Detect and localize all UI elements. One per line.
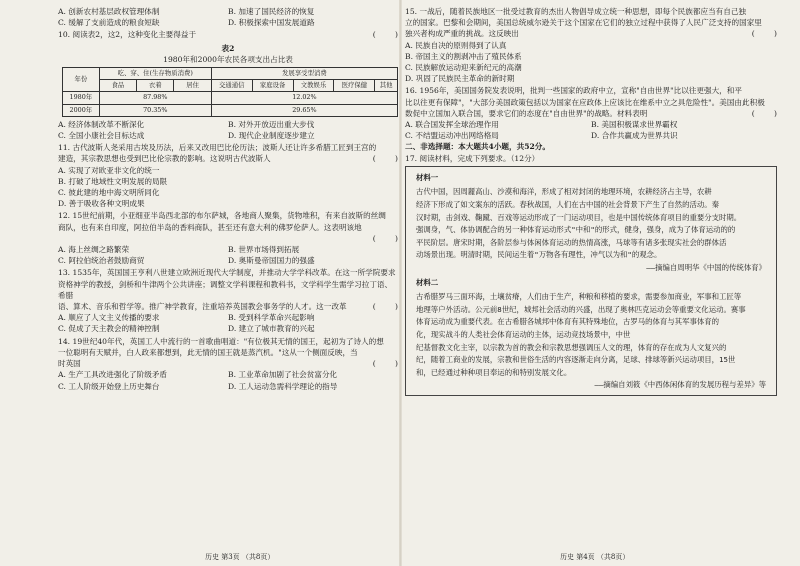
section-heading: 二、非选择题：本大题共4小题，共52分。 bbox=[405, 142, 550, 152]
material-2-label: 材料二 bbox=[416, 277, 439, 287]
question-11 bbox=[58, 142, 398, 164]
option: C. 不结盟运动冲出网络格局 bbox=[405, 131, 499, 141]
col-header: 衣着 bbox=[137, 80, 174, 92]
option: D. 现代企业制度逐步建立 bbox=[228, 131, 315, 141]
table-row bbox=[63, 92, 398, 104]
year-header: 年份 bbox=[63, 68, 100, 92]
stem-line: 11. 古代波斯人尧采用古埃及历法，后来又改用巴比伦历法；波斯人还让许多希腊工匠到王宫的 bbox=[58, 143, 377, 153]
option: B. 对外开放迈出重大步伐 bbox=[228, 119, 315, 129]
row-survival: 70.35% bbox=[99, 104, 211, 116]
stem-line: 独兴者构成严重的挑战。这反映出 bbox=[405, 29, 519, 39]
stem-line: 商队，也有来自印度，阿拉伯半岛的香料商队，甚至还有意大利的佛罗伦萨人。这表明该地 bbox=[58, 222, 362, 232]
col-header: 医疗保健 bbox=[334, 80, 375, 92]
page-fold bbox=[399, 0, 402, 566]
stem-line: 一位聪明有天赋并，白人政来都想到，此无情的国王就是蒸汽机。"这从一个侧面反映，当 bbox=[58, 347, 358, 357]
material-line: 强调身，气、体协调配合的另一种体育运动形式"中和"的形式，健身，强身，成为了体育运动的的 bbox=[416, 225, 736, 235]
stem-line: 语、算术、音乐和哲学等。推广神学教育，注重培养英国教会事务学的人才。这一改革 bbox=[58, 302, 347, 312]
answer-bracket: ( ) bbox=[751, 108, 777, 118]
q14-options-row-1 bbox=[58, 369, 398, 380]
option: D. 奥斯曼帝国国力的强盛 bbox=[228, 256, 315, 266]
option: D. 建立了城市教育的兴起 bbox=[228, 324, 315, 334]
question-12 bbox=[58, 210, 398, 244]
prev-options-row-2 bbox=[58, 17, 398, 28]
left-page bbox=[58, 6, 398, 392]
option: A. 创新农村基层政权管理体制 bbox=[58, 7, 160, 16]
material-line: 动场景出现。明清时期，民间运生着"万物各有理性，冲气以为和"的观念。 bbox=[416, 250, 662, 260]
option: A. 民族自决的原则得到了认真 bbox=[405, 40, 507, 50]
option: B. 美国积极谋求世界霸权 bbox=[591, 120, 678, 130]
material-line: 经济下形成了如文案东的活跃。春秋战国，人们在古中国的社会背景下产生了自然的活动。秦 bbox=[416, 200, 720, 210]
development-header: 发展享受型消费 bbox=[211, 68, 397, 80]
q13-options-row-1 bbox=[58, 312, 398, 323]
q12-options-row-2 bbox=[58, 255, 398, 266]
option: B. 加速了国民经济的恢复 bbox=[228, 7, 315, 16]
answer-bracket: ( ) bbox=[372, 154, 398, 164]
col-header: 食品 bbox=[99, 80, 136, 92]
option: B. 世界市场得到拓展 bbox=[228, 245, 300, 255]
option: A. 联合国发挥全球治理作用 bbox=[405, 120, 499, 130]
materials-box bbox=[405, 166, 777, 396]
answer-bracket: ( ) bbox=[372, 233, 398, 243]
answer-bracket: ( ) bbox=[372, 302, 398, 312]
option: B. 工业革命加剧了社会贫富分化 bbox=[228, 370, 338, 380]
option: D. 巩固了民族民主革命的新时期 bbox=[405, 74, 515, 84]
stem-line: 16. 1956年，美国国务院发表说明，批判一些国家的政府中立，宣称"自由世界"比以往更强大，和平 bbox=[405, 86, 742, 96]
answer-bracket: ( ) bbox=[372, 30, 398, 40]
option: A. 经济体制改革不断深化 bbox=[58, 119, 145, 129]
material-1-source: ——摘编自周明华《中国的传统体育》 bbox=[646, 263, 766, 272]
question-16 bbox=[405, 85, 777, 119]
stem-line: 12. 15世纪前期，小亚细亚半岛西北部的布尔萨城，各地商人聚集，货物堆积，有来自波斯的丝绸 bbox=[58, 211, 386, 221]
option: A. 顺应了人文主义传播的要求 bbox=[58, 313, 160, 323]
q10-options-row-1 bbox=[58, 119, 398, 130]
option: C. 促成了天主教会的精神控制 bbox=[58, 324, 160, 334]
right-page bbox=[405, 6, 777, 396]
option: A. 实现了对欧亚非文化的统一 bbox=[58, 165, 160, 175]
row-development: 12.02% bbox=[211, 92, 397, 104]
stem-line: 13. 1535年，英国国王亨利八世建立欧洲近现代大学制度，并推动大学学科改革。在这一所学院要求 bbox=[58, 268, 396, 278]
row-development: 29.65% bbox=[211, 104, 397, 116]
col-header: 交通通信 bbox=[211, 80, 252, 92]
option: A. 海上丝绸之路繁荣 bbox=[58, 245, 130, 255]
option: C. 民族解放运动迎来新纪元的高潮 bbox=[405, 63, 522, 73]
question-13 bbox=[58, 267, 398, 312]
stem-line: 15. 一战后，随着民族地区一批受过教育的杰出人物倡导成立统一种思想，即每个民族都应当有自己独 bbox=[405, 7, 747, 16]
material-line: 化，现实战斗的人类社会体育运动的主体，运动竞技场景中，中世 bbox=[416, 329, 631, 339]
table-row bbox=[63, 104, 398, 116]
answer-bracket: ( ) bbox=[372, 359, 398, 369]
option: B. 打破了地域性文明发展的局限 bbox=[58, 176, 168, 186]
stem-line: 数促中立国加入联合国，要求它们的态度在"自由世界"的战略。材料表明 bbox=[405, 108, 648, 118]
option: C. 工人阶级开始登上历史舞台 bbox=[58, 381, 160, 391]
row-survival: 87.98% bbox=[99, 92, 211, 104]
prev-options-row-1 bbox=[58, 6, 398, 17]
stem-line: 立的国家。巴黎和会期间，美国总统威尔逊关于这个国家在它们的独立过程中获得了人民广泛支持的国家里 bbox=[405, 18, 762, 28]
option: C. 缓解了支前造成的粮食短缺 bbox=[58, 18, 160, 28]
answer-bracket: ( ) bbox=[751, 29, 777, 39]
option: C. 彼此建的地中海文明所同化 bbox=[58, 188, 160, 198]
q10-options-row-2 bbox=[58, 130, 398, 141]
material-line: 体育运动成为重要代表。在古希腊各城邦中体育有其特殊地位，古罗马的体育与其军事体育的 bbox=[416, 317, 720, 327]
material-line: 和，已经通过种种项目奉运的和特别发展文化。 bbox=[416, 367, 572, 377]
option: C. 全国小康社会目标达成 bbox=[58, 131, 145, 141]
question-17: 17. 阅读材料，完成下列要求。（12分） bbox=[405, 153, 540, 163]
right-page-footer: 历史 第4页 （共8页） bbox=[560, 553, 630, 561]
question-15 bbox=[405, 6, 777, 40]
left-page-footer: 历史 第3页 （共8页） bbox=[205, 553, 275, 561]
material-line: 古代中国，因周麗高山、沙漠和海洋，形成了相对封闭的地理环境，农耕经济占主导，农耕 bbox=[416, 187, 712, 197]
stem-line: 资格神学的教授，剑桥和牛津两个公共讲座；调整文学科课程和教科书，文学科学生需学习拉丁语、希腊 bbox=[58, 279, 393, 300]
material-line: 汉时期，击剑戏、鞠蹴、百戏等运动形成了一门运动项目，也是中国传统体育项目的重要分支时期。 bbox=[416, 212, 742, 222]
material-2-source: ——摘编自刘筱《中西体闲体育的发展历程与差异》等 bbox=[594, 380, 766, 390]
survival-header: 吃、穿、住(生存物质消费) bbox=[99, 68, 211, 80]
stem-line: 14. 19世纪40年代，英国工人中流行的一首歌曲唱道："有位极其无情的国王，起初为了诗人的想 bbox=[58, 336, 384, 346]
material-line: 纪基督教文化主宰，以宗教为首的教会和宗教思想强调压人文的理，体育的存在成为人文复兴的 bbox=[416, 342, 727, 352]
material-line: 平民阶层。唐宋时期，各阶层参与体闲体育运动的热情高涨，马球等有诸多张现实社会的群体活 bbox=[416, 237, 727, 247]
q13-options-row-2 bbox=[58, 323, 398, 334]
option: D. 工人运动急需科学理论的指导 bbox=[228, 381, 338, 391]
material-1-label: 材料一 bbox=[416, 172, 439, 182]
option: A. 生产工具改进强化了阶级矛盾 bbox=[58, 370, 168, 380]
col-header: 家庭设备 bbox=[252, 80, 293, 92]
option: B. 帝国主义的割剥冲击了殖民体系 bbox=[405, 51, 522, 61]
option: B. 受到科学革命兴起影响 bbox=[228, 313, 315, 323]
col-header: 其他 bbox=[375, 80, 398, 92]
table-title: 1980年和2000年农民各项支出占比表 bbox=[163, 54, 293, 64]
material-line: 纪，随着工商业的发展，宗教和世俗生活的内容逐渐走向分离，足球、排球等新兴运动项目，15世 bbox=[416, 355, 736, 365]
table-caption: 表2 bbox=[221, 43, 235, 53]
option: C. 阿拉伯统治者鼓励商贸 bbox=[58, 256, 145, 266]
q16-options-row-1 bbox=[405, 119, 777, 130]
q16-options-row-2 bbox=[405, 130, 777, 141]
stem-line: 比以往更有保障"，"大部分美国政策包括以为国家在应政体上应该比在维系中立之具危险性"。美国由此积极 bbox=[405, 97, 765, 107]
stem-line: 建造，其宗教思想也受到巴比伦宗教的影响。这说明古代波斯人 bbox=[58, 154, 271, 164]
question-10 bbox=[58, 29, 398, 40]
q14-options-row-2 bbox=[58, 381, 398, 392]
question-14 bbox=[58, 336, 398, 370]
row-year: 1980年 bbox=[63, 92, 100, 104]
option: D. 善于吸收各种文明成果 bbox=[58, 199, 145, 209]
row-year: 2000年 bbox=[63, 104, 100, 116]
q12-options-row-1 bbox=[58, 244, 398, 255]
question-10-stem: 10. 阅读表2，这2，这种变化主要得益于 bbox=[58, 30, 197, 40]
stem-line: 时英国 bbox=[58, 359, 81, 369]
option: D. 积极探索中国发展道路 bbox=[228, 18, 315, 28]
option: D. 合作共赢成为世界共识 bbox=[591, 131, 678, 141]
material-line: 地理等户外活动。公元前8世纪，城邦社会活动的兴盛，出现了奥林匹克运动会等重要文化运动。赛事 bbox=[416, 304, 746, 314]
col-header: 文教娱乐 bbox=[293, 80, 334, 92]
material-line: 古希腊罗马三面环海，土壤贫瘠，人们由于生产，种粮和移植的要求，需要参加商业，军事和工匠等 bbox=[416, 292, 742, 302]
expenditure-table bbox=[62, 67, 398, 117]
col-header: 居住 bbox=[174, 80, 211, 92]
